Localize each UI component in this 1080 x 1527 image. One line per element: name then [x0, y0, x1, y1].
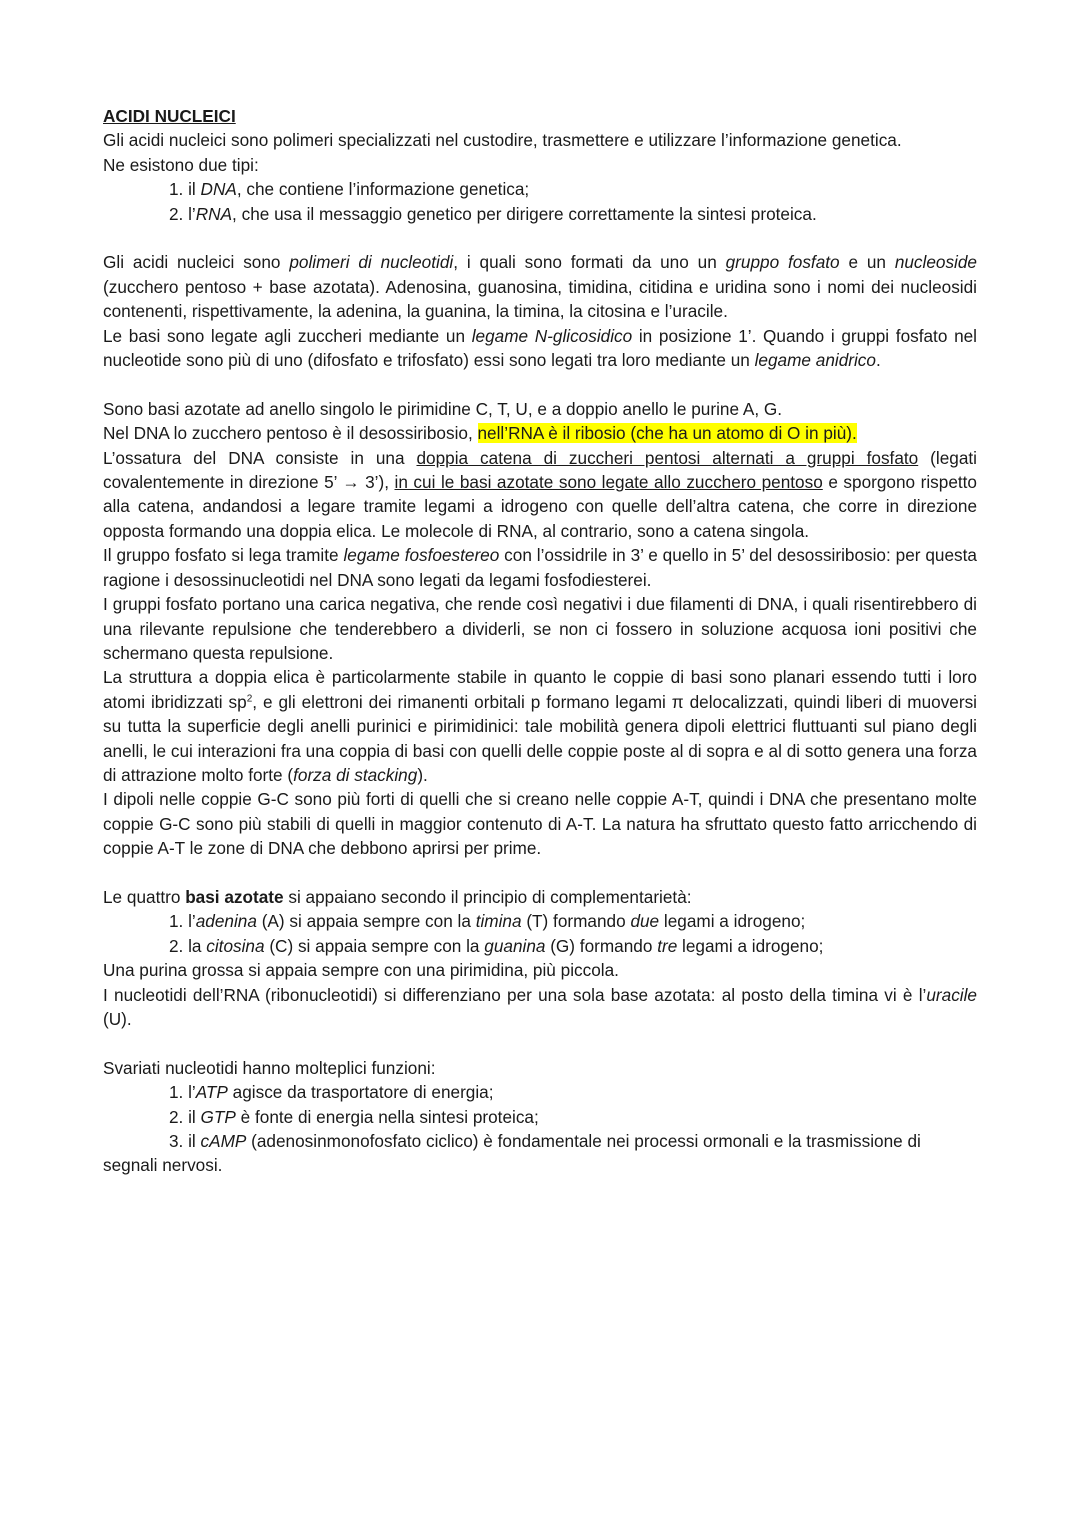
paragraph-fosfato: Il gruppo fosfato si lega tramite legame fosfoestereo con l’ossidrile in 3’ e quello in 5’ del desossiribosio: per questa ragione i desossinucleotidi nel DNA sono legati da legami fosfodiesterei. — [103, 545, 977, 590]
list-item: 3. il cAMP (adenosinmonofosfato ciclico) è fondamentale nei processi ormonali e la trasmissione di — [169, 1131, 921, 1151]
intro-line: Gli acidi nucleici sono polimeri specializzati nel custodire, trasmettere e utilizzare l’informazione genetica. — [103, 130, 902, 151]
paragraph-gap — [103, 226, 977, 250]
paragraph-stabile: La struttura a doppia elica è particolarmente stabile in quanto le coppie di basi sono planari essendo tutti i loro atomi ibridizzati $sp^2$, e gli elettroni dei rimanenti orbitali p formano legami π delocalizzati, quindi liberi di muoversi su tutta la superficie degli anelli purinici e pirimidinici: tale mobilità genera dipoli elettrici fluttuanti sul piano degli anelli, le cui interazioni fra una coppia di basi con quelli delle coppie poste al di sopra e al di sotto genera una forza di attrazione molto forte (forza di stacking). — [103, 667, 977, 785]
line-quattro-basi: Le quattro basi azotate si appaiano secondo il principio di complementarietà: — [103, 886, 692, 907]
types-intro-line: Ne esistono due tipi: — [103, 154, 259, 175]
complementarity-list — [103, 909, 977, 958]
paragraph-rna: I nucleotidi dell’RNA (ribonucleotidi) si differenziano per una sola base azotata: al posto della timina vi è l’uracile (U). — [103, 984, 977, 1029]
list-item: 2. la citosina (C) si appaia sempre con la guanina (G) formando tre legami a idrogeno; — [169, 935, 824, 956]
paragraph-gap — [103, 1031, 977, 1055]
list-item: 2. il GTP è fonte di energia nella sintesi proteica; — [169, 1106, 539, 1127]
paragraph-carica: I gruppi fosfato portano una carica negativa, che rende così negativi i due filamenti di DNA, i quali risentirebbero di una rilevante repulsione che tenderebbero a dividerli, se non ci fossero in soluzione acquosa ioni positivi che schermano questa repulsione. — [103, 594, 977, 663]
line-purina: Una purina grossa si appaia sempre con una pirimidina, più piccola. — [103, 960, 619, 981]
list-item-continuation: segnali nervosi. — [103, 1155, 223, 1176]
line-basi: Sono basi azotate ad anello singolo le pirimidine C, T, U, e a doppio anello le purine A, G. — [103, 398, 783, 419]
page-title: ACIDI NUCLEICI — [103, 106, 236, 126]
paragraph-polimeri: Gli acidi nucleici sono polimeri di nucleotidi, i quali sono formati da uno un gruppo fosfato e un nucleoside (zucchero pentoso + base azotata). Adenosina, guanosina, timidina, citidina e uridina sono i nomi dei nucleosidi contenenti, rispettivamente, la adenina, la guanina, la timina, la citosina e l’uracile. — [103, 252, 977, 322]
line-svariati: Svariati nucleotidi hanno molteplici funzioni: — [103, 1057, 436, 1078]
list-item: 1. il DNA, che contiene l’informazione genetica; — [169, 179, 530, 200]
list-item: 1. l’adenina (A) si appaia sempre con la timina (T) formando due legami a idrogeno; — [169, 911, 806, 932]
highlighted-text: nell’RNA è il ribosio (che ha un atomo di O in più). — [477, 423, 857, 444]
paragraph-dipoli: I dipoli nelle coppie G-C sono più forti di quelli che si creano nelle coppie A-T, quindi i DNA che presentano molte coppie G-C sono più stabili di quelli in maggior contenuto di A-T. La natura ha sfruttato questo fatto arricchendo di coppie A-T le zone di DNA che debbono aprirsi per prime. — [103, 789, 977, 859]
line-zucchero: Nel DNA lo zucchero pentoso è il desossiribosio, nell’RNA è il ribosio (che ha un atomo di O in più). — [103, 423, 857, 444]
paragraph-ossatura: L’ossatura del DNA consiste in una doppia catena di zuccheri pentosi alternati a gruppi fosfato (legati covalentemente in direzione 5’ → 3’), in cui le basi azotate sono legate allo zucchero pentoso e sporgono rispetto alla catena, andandosi a legare tramite legami a idrogeno con quelle dell’altra catena, che corre in direzione opposta formando una doppia elica. Le molecole di RNA, al contrario, sono a catena singola. — [103, 447, 977, 541]
list-item: 2. l’RNA, che usa il messaggio genetico per dirigere correttamente la sintesi proteica. — [169, 203, 817, 224]
paragraph-gap — [103, 861, 977, 885]
functions-list — [103, 1080, 977, 1153]
nucleic-acid-types-list — [103, 177, 977, 226]
underlined-text: in cui le basi azotate sono legate allo zucchero pentoso — [394, 472, 823, 493]
paragraph-legami: Le basi sono legate agli zuccheri mediante un legame N-glicosidico in posizione 1’. Quando i gruppi fosfato nel nucleotide sono più di uno (difosfato e trifosfato) essi sono legati tra loro mediante un legame anidrico. — [103, 325, 977, 371]
underlined-text: doppia catena di zuccheri pentosi alternati a gruppi fosfato — [416, 447, 919, 468]
list-item: 1. l’ATP agisce da trasportatore di energia; — [169, 1082, 494, 1103]
paragraph-gap — [103, 372, 977, 396]
